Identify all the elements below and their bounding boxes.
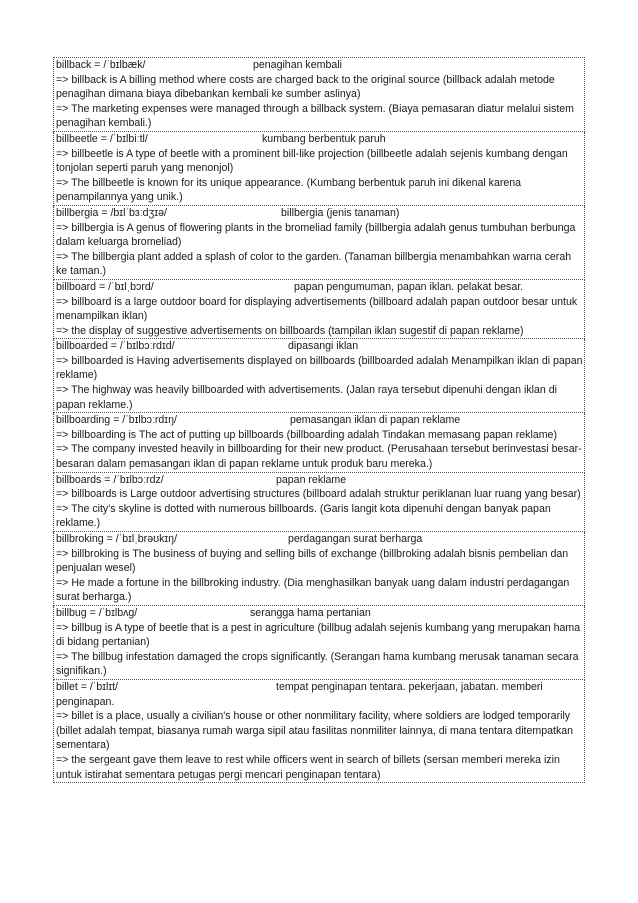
entry-translation: tempat penginapan tentara. pekerjaan, jabatan. memberi penginapan. <box>56 680 543 708</box>
entry-term: billbug = /ˈbɪlbʌɡ/ <box>56 606 138 619</box>
entry-headword-row <box>56 413 583 428</box>
entry-headword-row <box>56 206 583 221</box>
entry-headword-row <box>56 473 583 488</box>
entry-example: => He made a fortune in the billbroking industry. (Dia menghasilkan banyak uang dalam industri perdagangan surat berharga.) <box>56 576 570 604</box>
entry-headword-row <box>56 680 583 709</box>
entry-example: => The billbug infestation damaged the crops significantly. (Serangan hama kumbang merusak tanaman secara signifikan.) <box>56 650 579 678</box>
entry-term: billbroking = /ˈbɪlˌbrəʊkɪŋ/ <box>56 533 178 545</box>
entry-definition: => billbug is A type of beetle that is a pest in agriculture (billbug adalah sejenis kumbang yang merupakan hama di bidang pertanian) <box>56 621 581 649</box>
entry-example: => the sergeant gave them leave to rest while officers went in search of billets (sersan memberi mereka izin untuk istirahat sementara petugas pergi mencari penginapan tentara) <box>56 753 560 781</box>
entry-headword-row <box>56 339 583 354</box>
entry-example: => The company invested heavily in billboarding for their new product. (Perusahaan tersebut berinvestasi besar-besaran dalam pemasangan iklan di papan reklame untuk produk baru mereka.) <box>56 443 582 471</box>
dictionary-entry <box>53 532 585 606</box>
entry-term: billboarded = /ˈbɪlbɔːrdɪd/ <box>56 340 175 353</box>
entry-example: => The city's skyline is dotted with numerous billboards. (Garis langit kota dipenuhi dengan banyak papan reklame.) <box>56 502 551 530</box>
dictionary-page <box>53 57 585 783</box>
entry-definition: => billboarded is Having advertisements displayed on billboards (billboarded adalah Menampilkan iklan di papan reklame) <box>56 354 583 382</box>
entry-definition: => billet is a place, usually a civilian's house or other nonmilitary facility, where soldiers are lodged temporarily (billet adalah tempat, biasanya rumah warga sipil atau fasilitas nonmiliter lainnya, di mana tentara ditempatkan sementara) <box>56 710 574 752</box>
entry-translation: papan pengumuman, papan iklan. pelakat besar. <box>294 280 524 293</box>
entry-list <box>53 57 585 783</box>
entry-definition: => billboards is Large outdoor advertising structures (billboard adalah struktur periklanan luar ruang yang besar) <box>56 488 581 501</box>
dictionary-entry <box>53 132 585 206</box>
entry-translation: serangga hama pertanian <box>250 606 371 619</box>
entry-translation: perdagangan surat berharga <box>288 533 423 545</box>
entry-translation: pemasangan iklan di papan reklame <box>290 414 461 427</box>
entry-term: billback = /ˈbɪlbæk/ <box>56 59 146 71</box>
entry-translation: kumbang berbentuk paruh <box>262 132 386 145</box>
entry-example: => The billbeetle is known for its unique appearance. (Kumbang berbentuk paruh ini dikenal karena penampilannya yang unik.) <box>56 176 522 204</box>
dictionary-entry <box>53 413 585 472</box>
entry-headword-row <box>56 132 583 147</box>
entry-term: billboarding = /ˈbɪlbɔːrdɪŋ/ <box>56 414 177 427</box>
entry-definition: => billback is A billing method where costs are charged back to the original source (billback adalah metode penagihan dimana biaya dibebankan kembali ke sumber aslinya) <box>56 73 555 101</box>
entry-translation: billbergia (jenis tanaman) <box>281 206 400 219</box>
entry-translation: dipasangi iklan <box>288 340 359 353</box>
entry-definition: => billboard is a large outdoor board for displaying advertisements (billboard adalah papan outdoor besar untuk menampilkan iklan) <box>56 295 578 323</box>
entry-example: => The billbergia plant added a splash of color to the garden. (Tanaman billbergia menambahkan warna cerah ke taman.) <box>56 250 572 278</box>
entry-example: => the display of suggestive advertisements on billboards (tampilan iklan sugestif di papan reklame) <box>56 324 524 337</box>
entry-headword-row <box>56 280 583 295</box>
entry-definition: => billbroking is The business of buying and selling bills of exchange (billbroking adalah bisnis pembelian dan penjualan wesel) <box>56 547 569 575</box>
dictionary-entry <box>53 473 585 532</box>
entry-translation: penagihan kembali <box>253 59 342 71</box>
entry-definition: => billbeetle is A type of beetle with a prominent bill-like projection (billbeetle adalah sejenis kumbang dengan tonjolan seperti paruh yang menonjol) <box>56 147 568 175</box>
entry-term: billboard = /ˈbɪlˌbɔrd/ <box>56 280 154 293</box>
dictionary-entry <box>53 57 585 132</box>
entry-headword-row <box>56 532 583 547</box>
entry-example: => The marketing expenses were managed through a billback system. (Biaya pemasaran diatur melalui sistem penagihan kembali.) <box>56 102 574 130</box>
entry-term: billboards = /ˈbɪlbɔːrdz/ <box>56 473 164 486</box>
entry-definition: => billbergia is A genus of flowering plants in the bromeliad family (billbergia adalah genus tumbuhan berbunga dalam keluarga bromeliad) <box>56 221 576 249</box>
dictionary-entry <box>53 280 585 339</box>
dictionary-entry <box>53 206 585 280</box>
entry-term: billbergia = /bɪlˈbɜːdʒɪə/ <box>56 206 167 219</box>
entry-example: => The highway was heavily billboarded with advertisements. (Jalan raya tersebut dipenuhi dengan iklan di papan reklame.) <box>56 384 557 411</box>
entry-term: billbeetle = /ˈbɪlbiːtl/ <box>56 132 148 145</box>
entry-translation: papan reklame <box>276 473 347 486</box>
entry-headword-row <box>56 58 583 73</box>
entry-definition: => billboarding is The act of putting up billboards (billboarding adalah Tindakan memasang papan reklame) <box>56 428 557 441</box>
entry-term: billet = /ˈbɪlɪt/ <box>56 680 119 693</box>
entry-headword-row <box>56 606 583 621</box>
dictionary-entry <box>53 339 585 413</box>
dictionary-entry <box>53 680 585 783</box>
dictionary-entry <box>53 606 585 680</box>
